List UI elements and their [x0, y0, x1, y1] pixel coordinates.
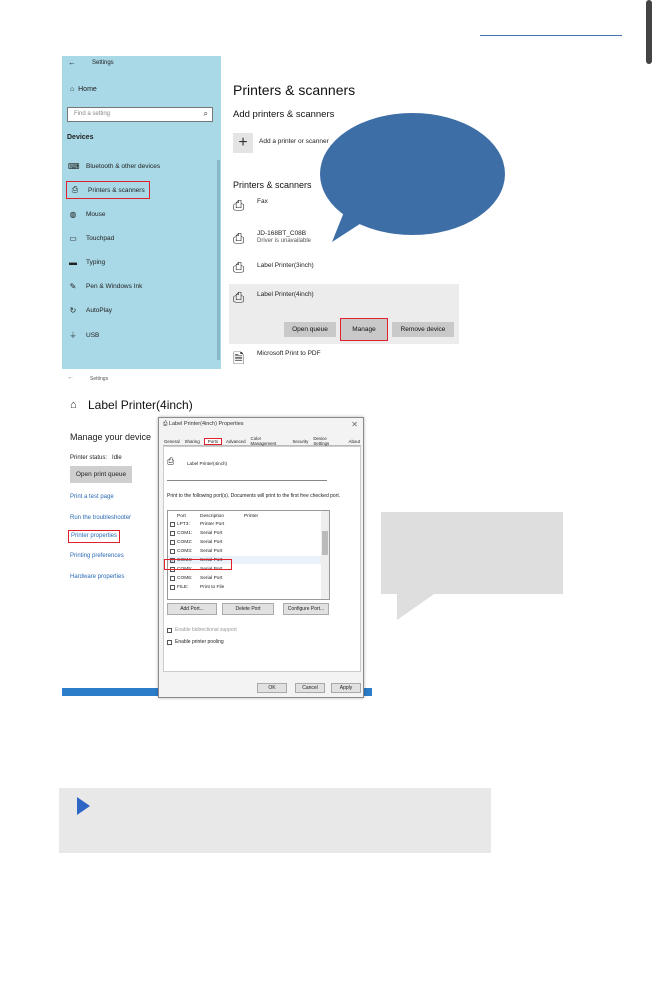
port-desc: Serial Port: [200, 575, 223, 581]
port-desc: Serial Port: [200, 557, 223, 563]
note-box: [59, 788, 491, 853]
port-row[interactable]: [168, 538, 323, 546]
printers-list-heading: Printers & scanners: [233, 180, 312, 190]
configure-port-button[interactable]: Configure Port...: [283, 603, 329, 615]
port-checkbox[interactable]: [170, 531, 175, 536]
tab-general[interactable]: General: [164, 438, 180, 444]
port-row[interactable]: [168, 520, 323, 528]
page-title: Printers & scanners: [233, 82, 356, 98]
column-description: Description: [200, 513, 224, 519]
manage-heading: Manage your device: [70, 432, 152, 442]
divider: [167, 480, 327, 481]
port-desc: Print to File: [200, 584, 225, 590]
ports-list-header: [168, 512, 323, 520]
link-troubleshooter[interactable]: Run the troubleshooter: [70, 515, 132, 521]
printer-icon: ⎙: [233, 230, 245, 246]
manage-button[interactable]: Manage: [340, 318, 388, 341]
sidebar-item-label: Mouse: [86, 211, 106, 218]
window-title: Settings: [92, 60, 114, 66]
plus-icon: +: [238, 134, 248, 151]
printer-name: Label Printer(3inch): [257, 262, 314, 269]
sidebar-item-typing[interactable]: [68, 258, 105, 267]
page-edge-marker: [646, 0, 652, 64]
ports-list[interactable]: [167, 510, 330, 600]
column-port: Port: [177, 513, 186, 519]
checkbox-label: Enable bidirectional support: [175, 627, 237, 633]
printer-name: JD-168BT_C08B: [257, 230, 307, 237]
keyboard-icon: ▬: [69, 258, 77, 267]
status-value: Idle: [112, 455, 122, 461]
tab-advanced[interactable]: Advanced: [226, 438, 246, 444]
port-name: COM1:: [177, 530, 193, 536]
dialog-printer-name: Label Printer(4inch): [187, 461, 228, 466]
port-desc: Serial Port: [200, 530, 223, 536]
sidebar-item-pen[interactable]: [68, 282, 142, 291]
printer-name: Microsoft Print to PDF: [257, 350, 321, 357]
link-hardware-properties[interactable]: Hardware properties: [70, 574, 125, 580]
printer-name: Fax: [257, 198, 268, 205]
remove-device-button[interactable]: Remove device: [392, 322, 454, 337]
printer-item-fax[interactable]: [233, 197, 244, 215]
back-arrow-icon[interactable]: ←: [68, 58, 76, 67]
mouse-icon: ◍: [69, 210, 77, 219]
sidebar-item-bluetooth[interactable]: [68, 162, 160, 171]
port-checkbox[interactable]: [170, 540, 175, 545]
port-checkbox[interactable]: [170, 549, 175, 554]
delete-port-button[interactable]: Delete Port: [222, 603, 274, 615]
usb-icon: ⏚: [69, 331, 77, 340]
port-name: COM2:: [177, 539, 193, 545]
bluetooth-devices-icon: ⌨: [68, 162, 80, 171]
add-printer-button[interactable]: [233, 133, 253, 153]
sidebar-item-label: Touchpad: [86, 235, 115, 242]
callout-box: [381, 512, 563, 594]
sidebar-item-label: Pen & Windows Ink: [86, 283, 143, 290]
printer-icon: ⎙: [71, 185, 79, 194]
checkbox-box[interactable]: [167, 628, 172, 633]
tab-security[interactable]: Security: [292, 438, 309, 444]
port-desc: Printer Port: [200, 521, 225, 527]
apply-button[interactable]: Apply: [331, 683, 361, 693]
bidirectional-checkbox[interactable]: [167, 627, 237, 633]
tab-device-settings[interactable]: Device Settings: [313, 436, 330, 446]
close-icon[interactable]: ✕: [351, 420, 358, 429]
tab-sharing[interactable]: Sharing: [184, 438, 200, 444]
printer-icon: ⎙: [167, 456, 175, 466]
sidebar-item-printers[interactable]: [66, 181, 150, 199]
search-placeholder: Find a setting: [74, 111, 111, 117]
status-label: Printer status:: [70, 455, 108, 461]
printer-icon: ⎙: [233, 259, 245, 275]
dialog-tabs: [163, 437, 361, 446]
ports-scrollbar[interactable]: [321, 511, 329, 600]
pooling-checkbox[interactable]: [167, 639, 224, 645]
home-icon[interactable]: ⌂: [70, 399, 77, 411]
tab-about[interactable]: About: [348, 438, 360, 444]
autoplay-icon: ↻: [69, 306, 77, 315]
callout-box-tail: [397, 592, 437, 620]
sidebar-item-usb[interactable]: [68, 330, 99, 341]
scrollbar-thumb[interactable]: [322, 531, 328, 555]
open-print-queue-button[interactable]: Open print queue: [70, 466, 132, 483]
printer-item-pdf[interactable]: [233, 348, 244, 372]
column-printer: Printer: [244, 513, 259, 519]
checkbox-box[interactable]: [167, 640, 172, 645]
port-name: COM5:: [177, 566, 193, 572]
port-row[interactable]: [168, 547, 323, 555]
sidebar-item-label: AutoPlay: [86, 307, 113, 314]
printer-icon: ⎙: [163, 421, 168, 427]
port-name: COM3:: [177, 548, 193, 554]
sidebar-item-label: Typing: [86, 259, 106, 266]
port-name: COM4:: [177, 557, 193, 563]
tab-ports[interactable]: Ports: [204, 438, 222, 445]
touchpad-icon: ▭: [69, 234, 77, 243]
pen-icon: ✎: [69, 282, 77, 291]
sidebar-item-mouse[interactable]: [68, 210, 106, 219]
printer-item-jd[interactable]: [233, 230, 244, 248]
ports-description: Print to the following port(s). Documents will print to the first free checked port.: [167, 493, 341, 499]
printer-icon: ⎙: [233, 289, 245, 305]
printer-item-4inch-icon: [233, 289, 244, 307]
header-rule: [480, 35, 622, 36]
tab-color-management[interactable]: Color Management: [250, 436, 277, 446]
printer-status: [70, 455, 122, 461]
dialog-title: [163, 421, 244, 428]
ok-button[interactable]: OK: [257, 683, 287, 693]
add-port-button[interactable]: Add Port...: [167, 603, 217, 615]
home-label: Home: [78, 86, 97, 93]
port-row[interactable]: [168, 574, 323, 582]
sidebar-item-autoplay[interactable]: [68, 306, 112, 315]
play-icon: [77, 797, 90, 815]
add-printer-label[interactable]: Add a printer or scanner: [259, 138, 329, 145]
printer-status: Driver is unavailable: [257, 238, 312, 244]
port-desc: Serial Port: [200, 548, 223, 554]
search-icon: ⌕: [203, 109, 208, 118]
sidebar-item-label: Printers & scanners: [88, 186, 145, 194]
open-queue-button[interactable]: Open queue: [284, 322, 336, 337]
port-row[interactable]: [168, 529, 323, 537]
sidebar-item-label: Bluetooth & other devices: [86, 163, 161, 170]
sidebar-home[interactable]: [70, 86, 97, 93]
add-heading: Add printers & scanners: [233, 109, 335, 120]
port-checkbox[interactable]: [170, 522, 175, 527]
window-title: Settings: [90, 376, 109, 382]
port-name: COM6:: [177, 575, 193, 581]
settings-search-input[interactable]: [67, 107, 213, 122]
properties-dialog: [158, 417, 364, 698]
printer-icon: ⎙: [233, 197, 245, 213]
dialog-title-text: Label Printer(4inch) Properties: [168, 421, 244, 427]
sidebar-item-label: USB: [86, 332, 100, 339]
callout-bubble-tail: [326, 212, 366, 246]
port-row[interactable]: [168, 583, 323, 591]
sidebar-section-devices: Devices: [67, 134, 94, 141]
printer-name: Label Printer(4inch): [257, 291, 314, 298]
link-test-page[interactable]: Print a test page: [70, 494, 114, 500]
device-title: Label Printer(4inch): [88, 398, 193, 412]
port-name: FILE:: [177, 584, 189, 590]
port-name: LPT3:: [177, 521, 190, 527]
port-desc: Serial Port: [200, 566, 223, 572]
printer-item-3inch[interactable]: [233, 259, 244, 277]
sidebar-item-touchpad[interactable]: [68, 234, 114, 243]
back-arrow-icon[interactable]: ←: [67, 374, 74, 381]
sidebar-scrollbar[interactable]: [217, 160, 220, 360]
pdf-printer-icon: 🗎: [233, 350, 245, 366]
home-icon: ⌂: [70, 86, 75, 93]
com4-highlight: [164, 559, 232, 570]
link-printer-properties[interactable]: Printer properties: [68, 530, 120, 543]
checkbox-label: Enable printer pooling: [175, 639, 224, 645]
link-printing-preferences[interactable]: Printing preferences: [70, 553, 124, 559]
cancel-button[interactable]: Cancel: [295, 683, 325, 693]
port-checkbox-checked[interactable]: ✓: [171, 557, 175, 563]
port-checkbox[interactable]: [170, 585, 175, 590]
port-checkbox[interactable]: [170, 576, 175, 581]
port-desc: Serial Port: [200, 539, 223, 545]
